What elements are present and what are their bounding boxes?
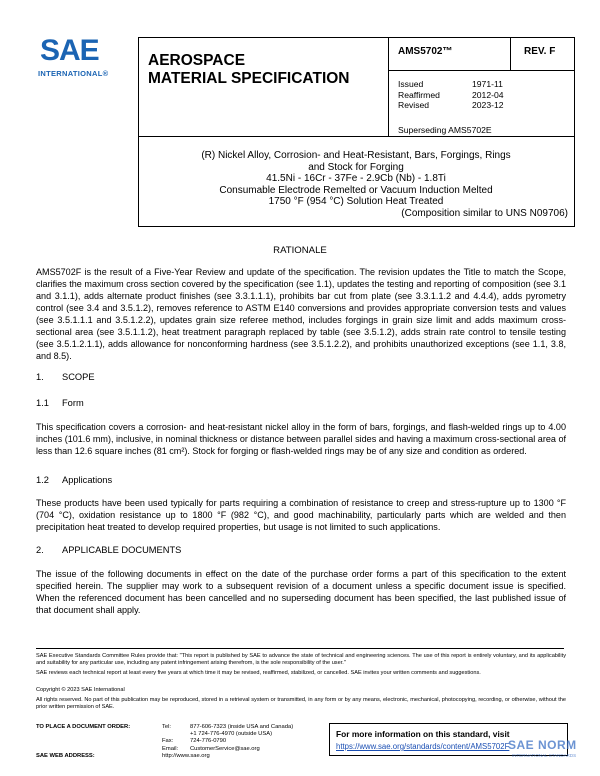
rationale-text: AMS5702F is the result of a Five-Year Review and update of the specification. The revision updates the Title to match the Scope, clarifies the maximum cross section covered by the specification (see 1.1), updates the testing and reporting of composition (see 3.1 and 3.1.1), adds alternate product finishes (see 3.3.1.1.1), prohibits bar cut from plate (see 3.3.1.1.2 and 4.4.4), adds pyrometry control (see 3.4 and 3.5.1.2), removes reference to ASTM E140 conversions and provides appropriate conversion tests and values (see 3.5.1.1.1 and 3.5.1.2.2), updates grain size referee method, includes forgings in grain size limit and adds maximum cross-sectional area (see 3.5.1.1.2), heat treatment paragraph replaced by table (see 3.5.1.2), adds strain rate control to tensile testing (see 3.5.1.2.1.1), adds allowance for nonconforming hardness (see 3.5.1.2.2), and prohibits unauthorized exceptions (see 1.1, 3.8, and 8.5). <box>36 267 566 361</box>
footer-review: SAE reviews each technical report at least every five years at which time it may be revised, reaffirmed, stabilized, or cancelled. SAE invites your written comments and suggestions. <box>36 670 481 676</box>
subject-text: (R) Nickel Alloy, Corrosion- and Heat-Resistant, Bars, Forgings, Rings and Stock for Forging 41.5Ni - 16Cr - 37Fe - 2.9Cb (Nb) - 1.8Ti Consumable Electrode Remelted or Vacuum Induction Melted 1750 °F (954 °C) Solution Heat Treated (Composition similar to UNS N09706) <box>201 150 568 219</box>
watermark-logo: SAE NORM <box>508 738 577 752</box>
phone-link[interactable]: 877-606-7323 (inside USA and Canada) <box>190 724 294 730</box>
standard-url-link[interactable]: https://www.sae.org/standards/content/AMS5702F <box>336 742 510 751</box>
superseding-note: Superseding AMS5702E <box>398 125 492 135</box>
document-title: AEROSPACE MATERIAL SPECIFICATION <box>148 52 350 87</box>
sae-logo-subtitle: INTERNATIONAL® <box>38 69 109 78</box>
sae-logo <box>40 34 99 68</box>
section-heading-scope: 1. SCOPE <box>36 372 95 382</box>
header-divider <box>510 37 511 70</box>
web-link[interactable]: http://www.sae.org <box>162 752 210 759</box>
spec-number: AMS5702™ <box>398 46 453 57</box>
footer-rules: SAE Executive Standards Committee Rules provide that: "This report is published by SAE to advance the state of technical and engineering sciences. The use of this report is entirely voluntary, and its applicability and suitability for any particular use, including any patent infringement arising therefrom, is the sole responsibility of the user." <box>36 653 566 667</box>
footer-copyright: Copyright © 2023 SAE International <box>36 687 125 693</box>
issue-dates: Issued 1971-11 Reaffirmed 2012-04 Revised 2023-12 <box>398 79 504 110</box>
footer-rights: All rights reserved. No part of this publication may be reproduced, stored in a retrieval system or transmitted, in any form or by any means, electronic, mechanical, photocopying, recording, or otherwise, without the prior written permission of SAE. <box>36 697 566 711</box>
watermark-subtitle: INTERNATIONAL STANDARDS <box>512 753 577 758</box>
header-divider <box>388 70 575 71</box>
applications-text: These products have been used typically for parts requiring a combination of resistance to creep and stress-rupture up to 1300 °F (704 °C), oxidation resistance up to 1800 °F (982 °C), and good machinability, particularly parts which are welded and then precipitation heat treated to develop required properties, but usage is not limited to such applications. <box>36 498 566 532</box>
header-divider <box>388 37 389 137</box>
section-heading-form: 1.1 Form <box>36 398 84 408</box>
applicable-documents-text: The issue of the following documents in effect on the date of the purchase order forms a part of this specification to the extent specified herein. The supplier may work to a subsequent revision of a document unless a specific document issue is specified. When the referenced document has been cancelled and no superseding document has been specified, the last published issue of that document shall apply. <box>36 569 566 615</box>
footer-divider <box>36 648 564 649</box>
section-heading-applications: 1.2 Applications <box>36 475 113 485</box>
rationale-heading: RATIONALE <box>273 245 327 256</box>
order-contact: TO PLACE A DOCUMENT ORDER: Tel: 877-606-7323 (inside USA and Canada) +1 724-776-4970 (outside USA) Fax: 724-776-0790 Email: CustomerService@sae.org SAE WEB ADDRESS: http://www.sae.org <box>36 724 294 759</box>
logo-brand: SAE <box>40 34 99 67</box>
email-link[interactable]: CustomerService@sae.org <box>190 745 260 752</box>
section-heading-applicable-documents: 2. APPLICABLE DOCUMENTS <box>36 545 182 555</box>
revision-label: REV. F <box>524 46 556 57</box>
form-text: This specification covers a corrosion- and heat-resistant nickel alloy in the form of bars, forgings, and flash-welded rings up to 4.00 inches (101.6 mm), inclusive, in nominal thickness or distance between parallel sides and having a maximum cross-sectional area of less than 12.6 square inches (81 cm²). Stock for forging or flash-welded rings may be of any size and condition as ordered. <box>36 422 566 456</box>
more-info-title: For more information on this standard, visit <box>336 729 510 739</box>
